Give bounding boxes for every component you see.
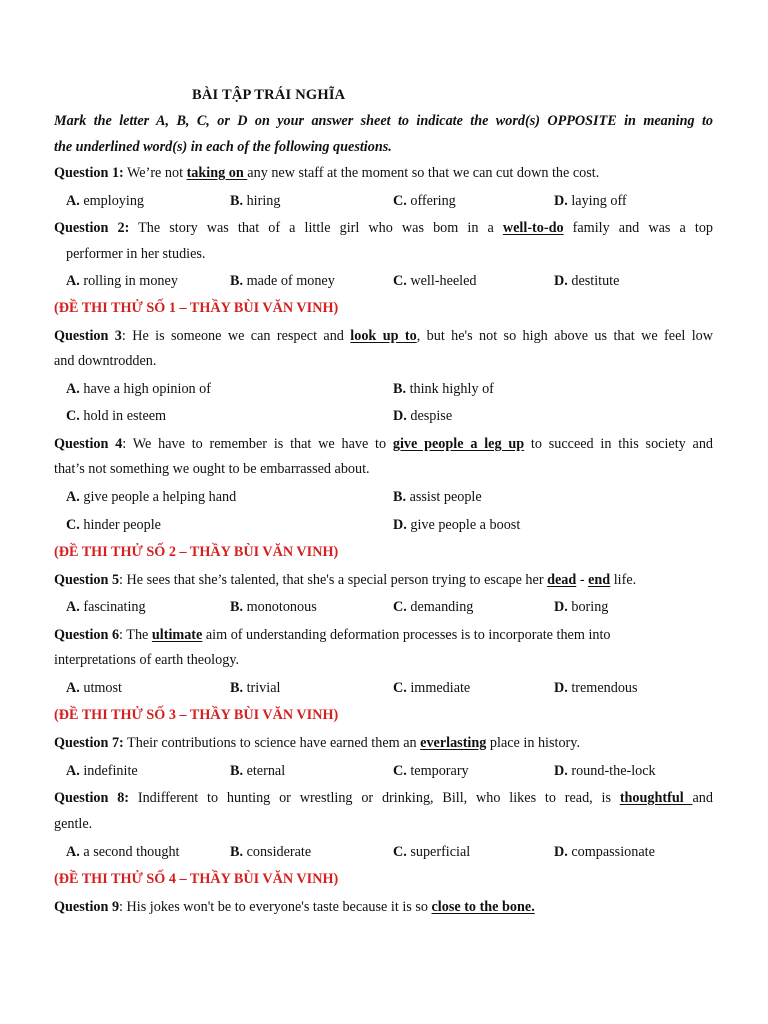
option-text: destitute [567,273,620,289]
option-letter: B. [393,381,407,397]
option-b[interactable] [230,845,311,859]
section-heading-2: (ĐỀ THI THỬ SỐ 2 – THẦY BÙI VĂN VINH) [54,544,339,560]
option-text: hiring [243,193,281,209]
option-letter: A. [66,680,80,696]
option-text: eternal [243,763,286,779]
option-text: despise [406,408,453,424]
question-label: Question 7: [54,735,124,751]
question-text: family and was a top [563,220,714,236]
option-d[interactable] [554,681,638,695]
underlined-keyword: ultimate [151,627,203,643]
option-letter: A. [66,273,80,289]
question-continuation: gentle. [54,816,93,832]
option-letter: D. [393,517,407,533]
option-b[interactable] [230,194,280,208]
question-7 [54,736,580,750]
option-text: trivial [243,680,281,696]
question-text: , but he's not so high above us that we feel low [416,328,713,344]
option-d[interactable] [393,409,452,423]
underlined-keyword: everlasting [420,735,487,751]
option-b[interactable] [230,681,280,695]
question-text: to succeed in this society and [524,436,714,452]
underlined-keyword: dead [547,572,577,588]
option-text: superficial [406,844,471,860]
question-4 [54,437,713,451]
question-text: aim of understanding deformation processes is to incorporate them into [202,627,611,643]
option-b[interactable] [230,600,317,614]
question-1 [54,166,599,180]
option-text: temporary [406,763,469,779]
underlined-keyword: well-to-do [502,220,564,236]
option-text: indefinite [79,763,138,779]
option-letter: A. [66,844,80,860]
option-b[interactable] [230,764,285,778]
option-text: hinder people [79,517,161,533]
option-text: utmost [79,680,122,696]
option-a[interactable] [66,194,144,208]
option-text: compassionate [567,844,655,860]
option-text: immediate [406,680,471,696]
option-c[interactable] [393,600,473,614]
question-continuation: that’s not something we ought to be embarrassed about. [54,461,370,477]
question-3 [54,329,713,343]
question-text: life. [610,572,637,588]
question-text: : The [119,627,152,643]
question-text: place in history. [486,735,580,751]
option-letter: C. [393,844,407,860]
question-label: Question 5 [54,572,120,588]
question-text: : His jokes won't be to everyone's taste because it is so [119,899,432,915]
question-label: Question 1: [54,165,124,181]
question-continuation: performer in her studies. [66,246,206,262]
question-label: Question 4 [54,436,123,452]
option-text: demanding [406,599,474,615]
page-title: BÀI TẬP TRÁI NGHĨA [192,87,346,103]
option-text: offering [406,193,456,209]
question-text: The story was that of a little girl who was bom in a [129,220,503,236]
question-8 [54,791,713,805]
option-text: fascinating [79,599,146,615]
option-letter: A. [66,599,80,615]
option-text: made of money [243,273,335,289]
question-5 [54,573,636,587]
option-c[interactable] [393,194,456,208]
option-letter: C. [393,763,407,779]
question-label: Question 6 [54,627,120,643]
underlined-keyword: taking on [186,165,248,181]
option-letter: B. [230,193,244,209]
question-continuation: interpretations of earth theology. [54,652,240,668]
option-letter: B. [230,599,244,615]
option-letter: C. [393,599,407,615]
question-text: We’re not [123,165,187,181]
option-text: well-heeled [406,273,477,289]
option-d[interactable] [393,518,520,532]
question-text: - [576,572,589,588]
option-letter: B. [230,680,244,696]
option-letter: C. [393,273,407,289]
underlined-keyword: thoughtful [619,790,693,806]
option-a[interactable] [66,490,236,504]
question-text: : We have to remember is that we have to [122,436,393,452]
option-letter: D. [554,273,568,289]
option-a[interactable] [66,600,146,614]
section-heading-3: (ĐỀ THI THỬ SỐ 3 – THẦY BÙI VĂN VINH) [54,707,339,723]
option-letter: A. [66,381,80,397]
option-text: give people a boost [406,517,521,533]
option-letter: A. [66,489,80,505]
option-text: round-the-lock [567,763,656,779]
option-letter: A. [66,193,80,209]
instructions-line-1: Mark the letter A, B, C, or D on your answer sheet to indicate the word(s) OPPOSITE in meaning to [54,113,713,129]
question-label: Question 8: [54,790,130,806]
option-text: employing [79,193,145,209]
question-text: and [692,790,713,806]
option-c[interactable] [393,681,470,695]
option-b[interactable] [230,274,335,288]
option-letter: A. [66,763,80,779]
option-letter: B. [230,273,244,289]
option-text: think highly of [406,381,494,397]
option-letter: C. [393,193,407,209]
option-a[interactable] [66,681,122,695]
question-label: Question 2: [54,220,130,236]
option-d[interactable] [554,194,627,208]
option-letter: D. [554,193,568,209]
option-d[interactable] [554,845,655,859]
underlined-keyword: end [588,572,611,588]
option-letter: B. [393,489,407,505]
option-text: assist people [406,489,482,505]
option-text: laying off [567,193,627,209]
question-label: Question 3 [54,328,122,344]
option-letter: B. [230,763,244,779]
question-6 [54,628,611,642]
option-letter: C. [66,408,80,424]
option-c[interactable] [66,518,161,532]
option-text: a second thought [79,844,180,860]
option-d[interactable] [554,600,608,614]
option-d[interactable] [554,274,619,288]
option-letter: C. [66,517,80,533]
question-continuation: and downtrodden. [54,353,157,369]
question-label: Question 9 [54,899,120,915]
question-text: Indifferent to hunting or wrestling or drinking, Bill, who likes to read, is [129,790,620,806]
option-letter: D. [554,599,568,615]
option-a[interactable] [66,382,211,396]
option-a[interactable] [66,274,178,288]
underlined-keyword: close to the bone. [431,899,535,915]
option-letter: D. [554,763,568,779]
option-text: monotonous [243,599,317,615]
question-text: any new staff at the moment so that we can cut down the cost. [247,165,600,181]
option-text: have a high opinion of [79,381,212,397]
underlined-keyword: look up to [350,328,417,344]
option-c[interactable] [393,845,470,859]
question-2 [54,221,713,235]
option-b[interactable] [393,490,482,504]
option-text: rolling in money [79,273,178,289]
option-d[interactable] [554,764,656,778]
option-text: boring [567,599,609,615]
option-letter: C. [393,680,407,696]
option-c[interactable] [393,764,469,778]
option-c[interactable] [393,274,477,288]
question-text: Their contributions to science have earned them an [123,735,421,751]
section-heading-1: (ĐỀ THI THỬ SỐ 1 – THẦY BÙI VĂN VINH) [54,300,339,316]
option-letter: D. [554,680,568,696]
option-a[interactable] [66,764,138,778]
question-9 [54,900,535,914]
section-heading-4: (ĐỀ THI THỬ SỐ 4 – THẦY BÙI VĂN VINH) [54,871,339,887]
option-text: give people a helping hand [79,489,237,505]
option-a[interactable] [66,845,179,859]
question-text: : He is someone we can respect and [121,328,351,344]
underlined-keyword: give people a leg up [392,436,525,452]
option-b[interactable] [393,382,494,396]
option-text: considerate [243,844,312,860]
option-text: tremendous [567,680,638,696]
option-letter: D. [554,844,568,860]
option-text: hold in esteem [79,408,167,424]
option-letter: B. [230,844,244,860]
option-c[interactable] [66,409,166,423]
instructions-line-2: the underlined word(s) in each of the following questions. [54,139,392,155]
option-letter: D. [393,408,407,424]
question-text: : He sees that she’s talented, that she's a special person trying to escape her [119,572,548,588]
